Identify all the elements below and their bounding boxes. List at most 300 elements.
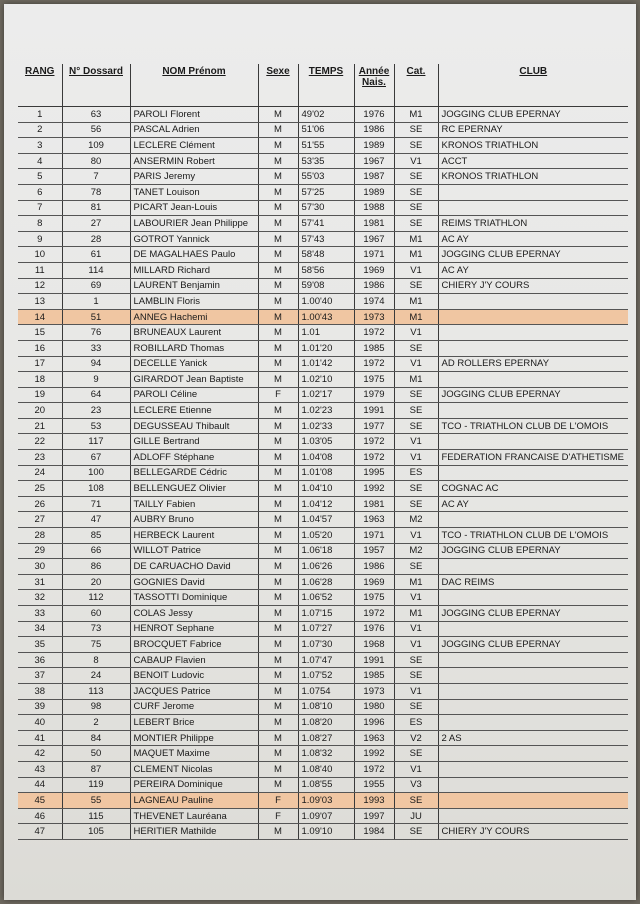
dossard-cell: 76 (62, 325, 130, 341)
time-cell: 53'35 (298, 153, 354, 169)
dossard-cell: 8 (62, 652, 130, 668)
birth-year-cell: 1967 (354, 153, 394, 169)
birth-year-cell: 1976 (354, 107, 394, 123)
category-cell: V1 (394, 262, 438, 278)
rang-cell: 38 (18, 683, 62, 699)
time-cell: 1.04'10 (298, 481, 354, 497)
rang-cell: 18 (18, 372, 62, 388)
category-cell: SE (394, 746, 438, 762)
table-row (18, 668, 628, 684)
birth-year-cell: 1972 (354, 450, 394, 466)
rang-cell: 8 (18, 216, 62, 232)
category-cell: V1 (394, 528, 438, 544)
rang-cell: 32 (18, 590, 62, 606)
birth-year-cell: 1969 (354, 574, 394, 590)
rang-cell: 27 (18, 512, 62, 528)
rang-cell: 19 (18, 387, 62, 403)
category-cell: SE (394, 824, 438, 840)
sexe-cell: M (258, 777, 298, 793)
rang-cell: 22 (18, 434, 62, 450)
category-cell: SE (394, 278, 438, 294)
club-cell: 2 AS (438, 730, 628, 746)
time-cell: 1.06'18 (298, 543, 354, 559)
results-sheet (4, 4, 636, 900)
name-cell: JACQUES Patrice (130, 683, 258, 699)
club-cell: AC AY (438, 231, 628, 247)
category-cell: SE (394, 138, 438, 154)
table-row (18, 793, 628, 809)
dossard-cell: 55 (62, 793, 130, 809)
name-cell: GOTROT Yannick (130, 231, 258, 247)
table-row (18, 715, 628, 731)
time-cell: 1.08'10 (298, 699, 354, 715)
name-cell: MONTIER Philippe (130, 730, 258, 746)
category-cell: V1 (394, 325, 438, 341)
dossard-cell: 100 (62, 465, 130, 481)
name-cell: LEBERT Brice (130, 715, 258, 731)
table-row (18, 372, 628, 388)
dossard-cell: 75 (62, 637, 130, 653)
sexe-cell: M (258, 496, 298, 512)
sexe-cell: M (258, 200, 298, 216)
time-cell: 1.00'40 (298, 294, 354, 310)
birth-year-cell: 1963 (354, 512, 394, 528)
birth-year-cell: 1979 (354, 387, 394, 403)
category-cell: V1 (394, 761, 438, 777)
birth-year-cell: 1996 (354, 715, 394, 731)
club-cell: JOGGING CLUB EPERNAY (438, 247, 628, 263)
time-cell: 1.06'26 (298, 559, 354, 575)
name-cell: DEGUSSEAU Thibault (130, 418, 258, 434)
birth-year-cell: 1981 (354, 496, 394, 512)
time-cell: 1.01'42 (298, 356, 354, 372)
col-header-annee: Année Nais. (354, 64, 394, 107)
table-row (18, 559, 628, 575)
category-cell: SE (394, 481, 438, 497)
time-cell: 57'30 (298, 200, 354, 216)
club-cell: CHIERY J'Y COURS (438, 824, 628, 840)
rang-cell: 12 (18, 278, 62, 294)
dossard-cell: 73 (62, 621, 130, 637)
sexe-cell: M (258, 325, 298, 341)
sexe-cell: M (258, 824, 298, 840)
table-row (18, 434, 628, 450)
name-cell: BELLENGUEZ Olivier (130, 481, 258, 497)
dossard-cell: 86 (62, 559, 130, 575)
time-cell: 1.02'17 (298, 387, 354, 403)
sexe-cell: F (258, 387, 298, 403)
club-cell: KRONOS TRIATHLON (438, 169, 628, 185)
time-cell: 1.08'55 (298, 777, 354, 793)
rang-cell: 41 (18, 730, 62, 746)
birth-year-cell: 1988 (354, 200, 394, 216)
sexe-cell: M (258, 559, 298, 575)
birth-year-cell: 1957 (354, 543, 394, 559)
rang-cell: 7 (18, 200, 62, 216)
time-cell: 1.07'30 (298, 637, 354, 653)
rang-cell: 25 (18, 481, 62, 497)
dossard-cell: 66 (62, 543, 130, 559)
sexe-cell: M (258, 652, 298, 668)
name-cell: CURF Jerome (130, 699, 258, 715)
category-cell: V1 (394, 590, 438, 606)
time-cell: 1.01'08 (298, 465, 354, 481)
club-cell (438, 652, 628, 668)
table-row (18, 528, 628, 544)
dossard-cell: 23 (62, 403, 130, 419)
club-cell (438, 668, 628, 684)
time-cell: 1.08'27 (298, 730, 354, 746)
sexe-cell: M (258, 543, 298, 559)
sexe-cell: M (258, 184, 298, 200)
table-row (18, 262, 628, 278)
time-cell: 1.02'10 (298, 372, 354, 388)
name-cell: HERITIER Mathilde (130, 824, 258, 840)
name-cell: GILLE Bertrand (130, 434, 258, 450)
time-cell: 1.07'27 (298, 621, 354, 637)
time-cell: 1.03'05 (298, 434, 354, 450)
sexe-cell: M (258, 465, 298, 481)
name-cell: DE MAGALHAES Paulo (130, 247, 258, 263)
rang-cell: 46 (18, 808, 62, 824)
time-cell: 1.09'10 (298, 824, 354, 840)
category-cell: M1 (394, 574, 438, 590)
time-cell: 1.00'43 (298, 309, 354, 325)
rang-cell: 17 (18, 356, 62, 372)
category-cell: SE (394, 652, 438, 668)
sexe-cell: M (258, 169, 298, 185)
dossard-cell: 56 (62, 122, 130, 138)
category-cell: SE (394, 559, 438, 575)
name-cell: MILLARD Richard (130, 262, 258, 278)
birth-year-cell: 1992 (354, 746, 394, 762)
time-cell: 51'06 (298, 122, 354, 138)
category-cell: SE (394, 699, 438, 715)
dossard-cell: 84 (62, 730, 130, 746)
time-cell: 1.07'47 (298, 652, 354, 668)
table-row (18, 574, 628, 590)
table-row (18, 138, 628, 154)
table-row (18, 543, 628, 559)
birth-year-cell: 1971 (354, 247, 394, 263)
birth-year-cell: 1980 (354, 699, 394, 715)
sexe-cell: M (258, 231, 298, 247)
name-cell: BELLEGARDE Cédric (130, 465, 258, 481)
dossard-cell: 7 (62, 169, 130, 185)
category-cell: V1 (394, 434, 438, 450)
birth-year-cell: 1975 (354, 590, 394, 606)
category-cell: SE (394, 200, 438, 216)
table-row (18, 122, 628, 138)
sexe-cell: M (258, 107, 298, 123)
name-cell: DECELLE Yanick (130, 356, 258, 372)
category-cell: SE (394, 184, 438, 200)
dossard-cell: 69 (62, 278, 130, 294)
col-header-cat: Cat. (394, 64, 438, 107)
dossard-cell: 80 (62, 153, 130, 169)
birth-year-cell: 1972 (354, 356, 394, 372)
name-cell: LAURENT Benjamin (130, 278, 258, 294)
table-row (18, 481, 628, 497)
name-cell: PARIS Jeremy (130, 169, 258, 185)
rang-cell: 9 (18, 231, 62, 247)
club-cell (438, 434, 628, 450)
sexe-cell: M (258, 528, 298, 544)
name-cell: ADLOFF Stéphane (130, 450, 258, 466)
birth-year-cell: 1973 (354, 309, 394, 325)
time-cell: 1.07'15 (298, 606, 354, 622)
sexe-cell: M (258, 262, 298, 278)
time-cell: 1.01'20 (298, 340, 354, 356)
name-cell: TAILLY Fabien (130, 496, 258, 512)
dossard-cell: 87 (62, 761, 130, 777)
rang-cell: 24 (18, 465, 62, 481)
rang-cell: 43 (18, 761, 62, 777)
category-cell: SE (394, 216, 438, 232)
birth-year-cell: 1981 (354, 216, 394, 232)
name-cell: GIRARDOT Jean Baptiste (130, 372, 258, 388)
sexe-cell: M (258, 372, 298, 388)
name-cell: COLAS Jessy (130, 606, 258, 622)
dossard-cell: 33 (62, 340, 130, 356)
dossard-cell: 114 (62, 262, 130, 278)
club-cell (438, 309, 628, 325)
rang-cell: 28 (18, 528, 62, 544)
sexe-cell: M (258, 216, 298, 232)
name-cell: LAGNEAU Pauline (130, 793, 258, 809)
time-cell: 1.04'12 (298, 496, 354, 512)
table-row (18, 808, 628, 824)
time-cell: 1.01 (298, 325, 354, 341)
rang-cell: 47 (18, 824, 62, 840)
dossard-cell: 119 (62, 777, 130, 793)
sexe-cell: M (258, 434, 298, 450)
results-table (18, 64, 628, 840)
table-row (18, 247, 628, 263)
sexe-cell: M (258, 621, 298, 637)
time-cell: 1.0754 (298, 683, 354, 699)
category-cell: SE (394, 122, 438, 138)
club-cell: DAC REIMS (438, 574, 628, 590)
time-cell: 57'43 (298, 231, 354, 247)
category-cell: M1 (394, 606, 438, 622)
dossard-cell: 61 (62, 247, 130, 263)
club-cell: AC AY (438, 262, 628, 278)
col-header-dossard: N° Dossard (62, 64, 130, 107)
name-cell: BROCQUET Fabrice (130, 637, 258, 653)
time-cell: 1.08'20 (298, 715, 354, 731)
table-row (18, 294, 628, 310)
category-cell: V1 (394, 153, 438, 169)
table-row (18, 746, 628, 762)
birth-year-cell: 1955 (354, 777, 394, 793)
rang-cell: 1 (18, 107, 62, 123)
name-cell: TASSOTTI Dominique (130, 590, 258, 606)
club-cell: CHIERY J'Y COURS (438, 278, 628, 294)
club-cell (438, 403, 628, 419)
club-cell: JOGGING CLUB EPERNAY (438, 543, 628, 559)
club-cell: COGNAC AC (438, 481, 628, 497)
club-cell (438, 465, 628, 481)
birth-year-cell: 1963 (354, 730, 394, 746)
club-cell: TCO - TRIATHLON CLUB DE L'OMOIS (438, 418, 628, 434)
name-cell: WILLOT Patrice (130, 543, 258, 559)
sexe-cell: M (258, 340, 298, 356)
birth-year-cell: 1972 (354, 434, 394, 450)
rang-cell: 40 (18, 715, 62, 731)
category-cell: SE (394, 496, 438, 512)
sexe-cell: M (258, 668, 298, 684)
table-row (18, 278, 628, 294)
category-cell: M1 (394, 294, 438, 310)
sexe-cell: F (258, 793, 298, 809)
time-cell: 1.08'40 (298, 761, 354, 777)
sexe-cell: M (258, 699, 298, 715)
category-cell: SE (394, 387, 438, 403)
club-cell (438, 200, 628, 216)
time-cell: 57'25 (298, 184, 354, 200)
sexe-cell: M (258, 153, 298, 169)
table-row (18, 465, 628, 481)
results-body (18, 107, 628, 840)
rang-cell: 5 (18, 169, 62, 185)
club-cell (438, 512, 628, 528)
rang-cell: 13 (18, 294, 62, 310)
table-row (18, 652, 628, 668)
category-cell: M1 (394, 372, 438, 388)
table-row (18, 683, 628, 699)
category-cell: V3 (394, 777, 438, 793)
club-cell: REIMS TRIATHLON (438, 216, 628, 232)
rang-cell: 3 (18, 138, 62, 154)
club-cell: JOGGING CLUB EPERNAY (438, 387, 628, 403)
rang-cell: 34 (18, 621, 62, 637)
table-row (18, 637, 628, 653)
club-cell (438, 699, 628, 715)
category-cell: M1 (394, 309, 438, 325)
name-cell: HENROT Sephane (130, 621, 258, 637)
birth-year-cell: 1989 (354, 138, 394, 154)
dossard-cell: 71 (62, 496, 130, 512)
club-cell (438, 294, 628, 310)
dossard-cell: 47 (62, 512, 130, 528)
birth-year-cell: 1985 (354, 668, 394, 684)
birth-year-cell: 1975 (354, 372, 394, 388)
time-cell: 1.02'33 (298, 418, 354, 434)
header-row (18, 64, 628, 107)
col-header-temps: TEMPS (298, 64, 354, 107)
birth-year-cell: 1976 (354, 621, 394, 637)
sexe-cell: M (258, 590, 298, 606)
dossard-cell: 64 (62, 387, 130, 403)
time-cell: 1.06'28 (298, 574, 354, 590)
birth-year-cell: 1991 (354, 403, 394, 419)
name-cell: LAMBLIN Floris (130, 294, 258, 310)
sexe-cell: M (258, 637, 298, 653)
rang-cell: 26 (18, 496, 62, 512)
birth-year-cell: 1967 (354, 231, 394, 247)
rang-cell: 42 (18, 746, 62, 762)
rang-cell: 10 (18, 247, 62, 263)
club-cell: ACCT (438, 153, 628, 169)
sexe-cell: M (258, 730, 298, 746)
club-cell: JOGGING CLUB EPERNAY (438, 107, 628, 123)
category-cell: SE (394, 793, 438, 809)
rang-cell: 44 (18, 777, 62, 793)
sexe-cell: M (258, 403, 298, 419)
time-cell: 55'03 (298, 169, 354, 185)
name-cell: ANSERMIN Robert (130, 153, 258, 169)
dossard-cell: 115 (62, 808, 130, 824)
rang-cell: 15 (18, 325, 62, 341)
club-cell (438, 793, 628, 809)
club-cell (438, 621, 628, 637)
birth-year-cell: 1989 (354, 184, 394, 200)
table-row (18, 590, 628, 606)
sexe-cell: M (258, 606, 298, 622)
sexe-cell: M (258, 309, 298, 325)
name-cell: BENOIT Ludovic (130, 668, 258, 684)
dossard-cell: 98 (62, 699, 130, 715)
table-row (18, 169, 628, 185)
col-header-sexe: Sexe (258, 64, 298, 107)
name-cell: DE CARUACHO David (130, 559, 258, 575)
dossard-cell: 67 (62, 450, 130, 466)
rang-cell: 29 (18, 543, 62, 559)
dossard-cell: 81 (62, 200, 130, 216)
name-cell: THEVENET Lauréana (130, 808, 258, 824)
club-cell (438, 325, 628, 341)
birth-year-cell: 1985 (354, 340, 394, 356)
category-cell: SE (394, 668, 438, 684)
table-row (18, 184, 628, 200)
time-cell: 58'56 (298, 262, 354, 278)
dossard-cell: 109 (62, 138, 130, 154)
name-cell: ROBILLARD Thomas (130, 340, 258, 356)
name-cell: LECLERE Etienne (130, 403, 258, 419)
dossard-cell: 117 (62, 434, 130, 450)
name-cell: LECLERE Clément (130, 138, 258, 154)
sexe-cell: M (258, 683, 298, 699)
table-row (18, 387, 628, 403)
table-row (18, 356, 628, 372)
dossard-cell: 51 (62, 309, 130, 325)
category-cell: V1 (394, 637, 438, 653)
dossard-cell: 24 (62, 668, 130, 684)
club-cell: FEDERATION FRANCAISE D'ATHETISME (438, 450, 628, 466)
dossard-cell: 63 (62, 107, 130, 123)
col-header-nom: NOM Prénom (130, 64, 258, 107)
name-cell: CABAUP Flavien (130, 652, 258, 668)
category-cell: M2 (394, 543, 438, 559)
category-cell: ES (394, 715, 438, 731)
dossard-cell: 85 (62, 528, 130, 544)
sexe-cell: M (258, 481, 298, 497)
dossard-cell: 78 (62, 184, 130, 200)
dossard-cell: 113 (62, 683, 130, 699)
name-cell: ANNEG Hachemi (130, 309, 258, 325)
dossard-cell: 20 (62, 574, 130, 590)
table-row (18, 200, 628, 216)
category-cell: JU (394, 808, 438, 824)
club-cell: KRONOS TRIATHLON (438, 138, 628, 154)
birth-year-cell: 1971 (354, 528, 394, 544)
table-row (18, 699, 628, 715)
dossard-cell: 105 (62, 824, 130, 840)
club-cell (438, 683, 628, 699)
name-cell: HERBECK Laurent (130, 528, 258, 544)
name-cell: AUBRY Bruno (130, 512, 258, 528)
